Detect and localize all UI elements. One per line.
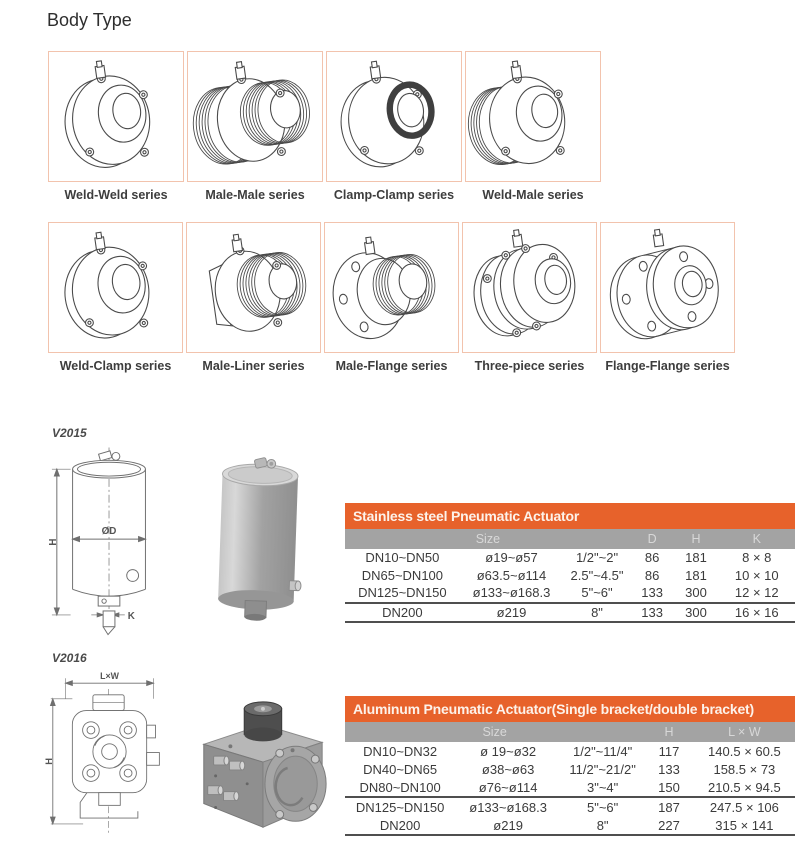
table-row xyxy=(345,567,795,585)
table-cell: ø 19~ø32 xyxy=(480,743,537,759)
valve-illustration-weld-male xyxy=(465,51,601,182)
table-cell: 315 × 141 xyxy=(694,816,795,835)
table-cell: 5"~6" xyxy=(586,799,619,815)
v2015-actuator-photo xyxy=(206,446,314,630)
valve-series-label: Flange-Flange series xyxy=(605,359,730,373)
valve-series-label: Weld-Male series xyxy=(482,188,584,202)
table-cell: 181 xyxy=(685,567,707,583)
table-row xyxy=(345,816,795,835)
table-row xyxy=(345,760,795,778)
table-cell: 117 xyxy=(658,743,680,759)
table-cell: ø76~ø114 xyxy=(455,778,561,797)
valve-line-art xyxy=(49,223,182,352)
valve-illustration-male-flange xyxy=(324,222,459,353)
table-cell: 5"~6" xyxy=(563,584,631,603)
table-cell: DN10~DN32 xyxy=(363,743,438,759)
valve-line-art xyxy=(327,52,461,181)
table-cell: ø133~ø168.3 xyxy=(460,584,564,603)
table-cell: 2.5"~4.5" xyxy=(570,567,624,583)
body-type-row-1 xyxy=(48,51,601,202)
table-cell: 158.5 × 73 xyxy=(713,761,776,777)
table-cell: ø19~ø57 xyxy=(485,550,538,566)
table-cell: 10 × 10 xyxy=(734,567,779,583)
table-cell: 133 xyxy=(631,603,674,623)
valve-line-art xyxy=(463,223,596,352)
column-header: K xyxy=(719,529,796,549)
valve-series-label: Three-piece series xyxy=(474,359,585,373)
valve-cell xyxy=(324,222,459,373)
dim-label-key: K xyxy=(127,610,135,622)
model-label-v2016: V2016 xyxy=(52,651,87,665)
table-cell: ø219 xyxy=(460,603,564,623)
valve-cell xyxy=(186,222,321,373)
table-row xyxy=(345,603,795,623)
aluminum-actuator-table xyxy=(345,696,795,836)
table-cell: 8" xyxy=(561,816,644,835)
stainless-actuator-table xyxy=(345,503,795,623)
table-cell: 16 × 16 xyxy=(719,603,796,623)
table-cell: DN125~DN150 xyxy=(345,584,460,603)
table-cell: 8 × 8 xyxy=(742,550,772,566)
table-row xyxy=(345,797,795,816)
v2016-technical-drawing xyxy=(44,666,176,844)
table-row xyxy=(345,584,795,603)
table-cell: DN65~DN100 xyxy=(361,567,444,583)
spec-table xyxy=(345,722,795,836)
table-cell: 8" xyxy=(563,603,631,623)
dim-label-lw: L×W xyxy=(100,671,119,682)
table-row xyxy=(345,549,795,567)
valve-cell xyxy=(48,222,183,373)
valve-line-art xyxy=(49,52,183,181)
valve-illustration-flange-flange xyxy=(600,222,735,353)
table-cell: 300 xyxy=(674,603,719,623)
spec-table xyxy=(345,529,795,623)
dim-label-height: H xyxy=(47,538,59,546)
valve-illustration-weld-clamp xyxy=(48,222,183,353)
page-title: Body Type xyxy=(47,10,132,30)
table-cell: 1/2"~2" xyxy=(575,550,619,566)
valve-cell xyxy=(600,222,735,373)
table-cell: DN80~DN100 xyxy=(345,778,455,797)
table-row xyxy=(345,778,795,797)
column-header: H xyxy=(644,722,694,742)
table-cell: 133 xyxy=(631,584,674,603)
table-cell: ø38~ø63 xyxy=(481,761,535,777)
table-cell: 181 xyxy=(685,550,707,566)
table-cell: DN125~DN150 xyxy=(355,799,445,815)
valve-line-art xyxy=(188,52,322,181)
table-cell: 210.5 × 94.5 xyxy=(694,778,795,797)
table-cell: 150 xyxy=(644,778,694,797)
table-cell: 1/2"~11/4" xyxy=(573,743,633,759)
valve-line-art xyxy=(325,223,458,352)
table-cell: 247.5 × 106 xyxy=(709,799,779,815)
column-header: D xyxy=(631,529,674,549)
valve-cell xyxy=(462,222,597,373)
valve-cell xyxy=(465,51,601,202)
body-type-row-2 xyxy=(48,222,735,373)
table-cell: DN10~DN50 xyxy=(365,550,440,566)
v2015-technical-drawing xyxy=(46,444,174,644)
table-cell: ø133~ø168.3 xyxy=(469,799,547,815)
valve-series-label: Male-Liner series xyxy=(202,359,305,373)
valve-line-art xyxy=(187,223,320,352)
table-cell: 140.5 × 60.5 xyxy=(708,743,781,759)
table-cell: 187 xyxy=(658,799,680,815)
table-cell: 300 xyxy=(674,584,719,603)
valve-series-label: Male-Male series xyxy=(205,188,305,202)
table-row xyxy=(345,742,795,760)
table-cell: 86 xyxy=(644,550,660,566)
valve-series-label: Weld-Weld series xyxy=(64,188,168,202)
column-header: L × W xyxy=(694,722,795,742)
valve-illustration-weld-weld xyxy=(48,51,184,182)
table-cell: 3"~4" xyxy=(561,778,644,797)
table-cell: DN200 xyxy=(345,603,460,623)
table-cell: 227 xyxy=(644,816,694,835)
valve-cell xyxy=(326,51,462,202)
valve-line-art xyxy=(601,223,734,352)
table-cell: ø63.5~ø114 xyxy=(476,567,547,583)
table-cell: 133 xyxy=(658,761,680,777)
dim-label-diameter: ØD xyxy=(101,526,117,538)
valve-series-label: Weld-Clamp series xyxy=(59,359,172,373)
valve-illustration-clamp-clamp xyxy=(326,51,462,182)
valve-illustration-male-male xyxy=(187,51,323,182)
column-header-size: Size xyxy=(345,529,631,549)
valve-illustration-male-liner xyxy=(186,222,321,353)
valve-series-label: Male-Flange series xyxy=(335,359,448,373)
valve-line-art xyxy=(466,52,600,181)
valve-series-label: Clamp-Clamp series xyxy=(333,188,455,202)
table-cell: 12 × 12 xyxy=(719,584,796,603)
valve-cell xyxy=(187,51,323,202)
table-title: Stainless steel Pneumatic Actuator xyxy=(345,503,795,529)
table-cell: DN200 xyxy=(345,816,455,835)
dim-label-height: H xyxy=(44,758,54,765)
column-header: H xyxy=(674,529,719,549)
table-cell: ø219 xyxy=(455,816,561,835)
model-label-v2015: V2015 xyxy=(52,426,87,440)
table-subheader-row xyxy=(345,529,795,549)
table-title: Aluminum Pneumatic Actuator(Single bracket/double bracket) xyxy=(345,696,795,722)
valve-illustration-three-piece xyxy=(462,222,597,353)
valve-cell xyxy=(48,51,184,202)
table-cell: 86 xyxy=(644,567,660,583)
table-subheader-row xyxy=(345,722,795,742)
table-cell: 11/2"~21/2" xyxy=(569,761,636,777)
v2016-actuator-photo xyxy=(186,696,334,841)
column-header-size: Size xyxy=(345,722,644,742)
table-cell: DN40~DN65 xyxy=(363,761,438,777)
